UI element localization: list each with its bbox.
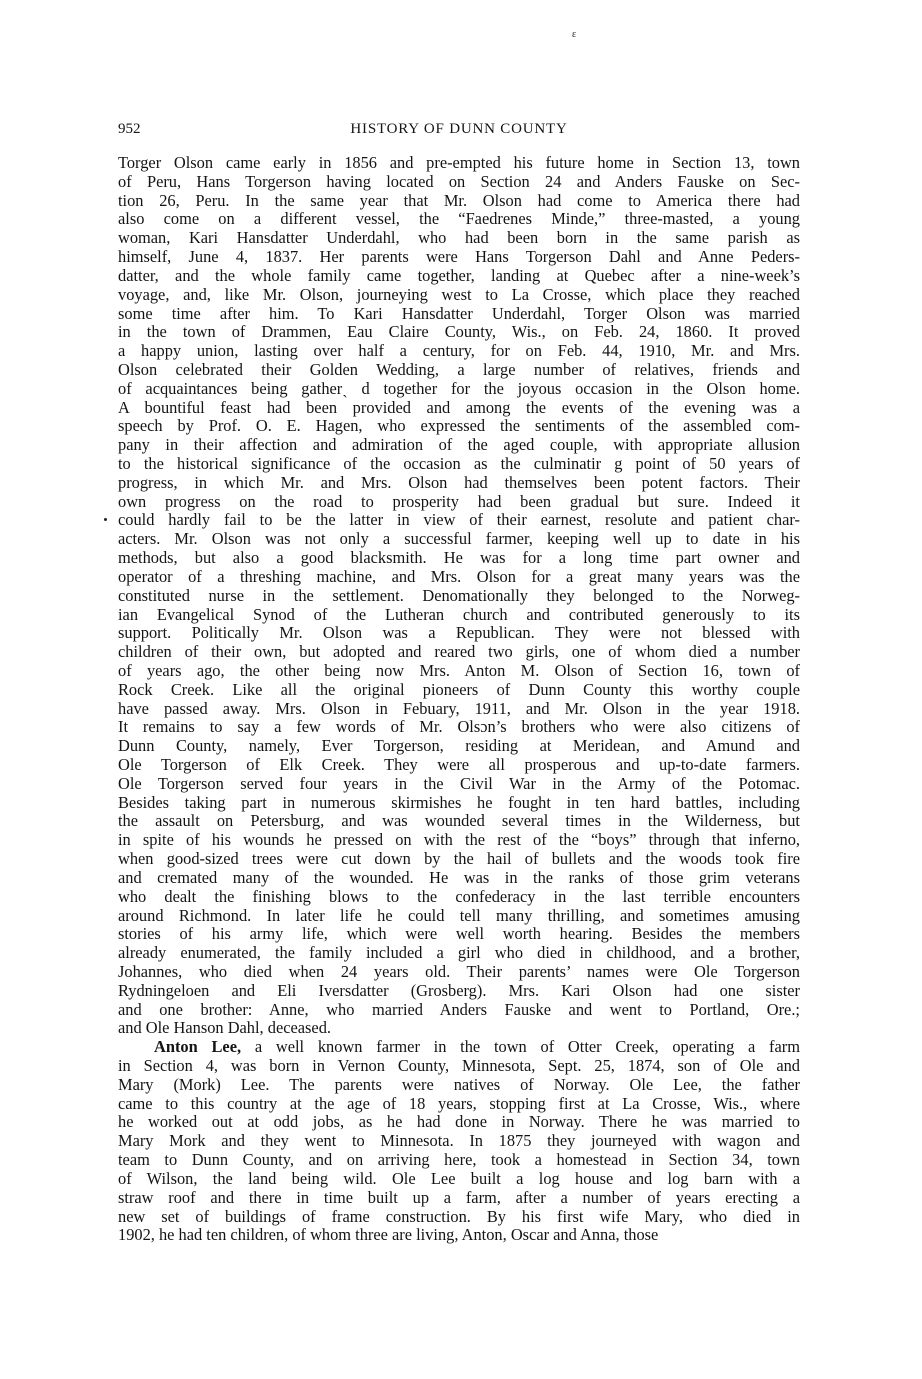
text-line: woman, Kari Hansdatter Underdahl, who had been born in the same parish as (118, 229, 800, 248)
running-head: HISTORY OF DUNN COUNTY (350, 121, 568, 137)
text-line: have passed away. Mrs. Olson in Febuary, 1911, and Mr. Olson in the year 1918. (118, 699, 800, 718)
text-line: around Richmond. In later life he could tell many thrilling, and sometimes amusing (118, 906, 800, 925)
text-line: to the historical significance of the occasion as the culminatir g point of 50 years of (118, 455, 800, 473)
text-line: a happy union, lasting over half a century, for on Feb. 44, 1910, Mr. and Mrs. (118, 342, 800, 361)
page-number: 952 (118, 121, 141, 137)
text-line: Dunn County, namely, Ever Torgerson, residing at Meridean, and Amund and (118, 737, 800, 756)
paragraph (118, 1038, 800, 1245)
text-line: and one brother: Anne, who married Anders Fauske and went to Portland, Ore.; (118, 1000, 800, 1019)
text-line: Mary (Mork) Lee. The parents were natives of Norway. Ole Lee, the father (118, 1075, 800, 1094)
text-line: and cremated many of the wounded. He was in the ranks of those grim veterans (118, 868, 800, 887)
page-top-mark: ɛ (572, 29, 577, 40)
text-line: A bountiful feast had been provided and among the events of the evening was a (118, 398, 800, 417)
text-line: in the town of Drammen, Eau Claire County, Wis., on Feb. 24, 1860. It proved (118, 323, 800, 342)
text-line: tion 26, Peru. In the same year that Mr. Olson had come to America there had (118, 191, 800, 210)
text-line: progress, in which Mr. and Mrs. Olson had themselves been potent factors. Their (118, 473, 800, 492)
text-line: of Peru, Hans Torgerson having located on Section 24 and Anders Fauske on Sec- (118, 172, 800, 191)
text-line: pany in their affection and admiration of the aged couple, with appropriate allusion (118, 436, 800, 455)
text-line: Ole Torgerson of Elk Creek. They were all prosperous and up-to-date farmers. (118, 756, 800, 774)
text-line: came to this country at the age of 18 years, stopping first at La Crosse, Wis., where (118, 1094, 800, 1113)
text-line: constituted nurse in the settlement. Denomationally they belonged to the Norweg- (118, 586, 800, 605)
paragraph (118, 154, 800, 1038)
text-line: Torger Olson came early in 1856 and pre-empted his future home in Section 13, town (118, 154, 800, 172)
text-line: stories of his army life, which were well worth hearing. Besides the members (118, 925, 800, 944)
text-line: acters. Mr. Olson was not only a successful farmer, keeping well up to date in his (118, 530, 800, 549)
text-line: also come on a different vessel, the “Faedrenes Minde,” three-masted, a young (118, 210, 800, 229)
text-line (118, 1038, 800, 1057)
text-line: of acquaintances being gatherˎ d together for the joyous occasion in the Olson home. (118, 379, 800, 398)
text-line: It remains to say a few words of Mr. Olsɔn’s brothers who were also citizens of (118, 718, 800, 737)
text-line: Mary Mork and they went to Minnesota. In 1875 they journeyed with wagon and (118, 1132, 800, 1151)
margin-dot (104, 518, 107, 521)
text-line: Rydningeloen and Eli Iversdatter (Grosberg). Mrs. Kari Olson had one sister (118, 981, 800, 1000)
text-line: some time after him. To Kari Hansdatter Underdahl, Torger Olson was married (118, 304, 800, 323)
text-line: speech by Prof. O. E. Hagen, who expressed the sentiments of the assembled com- (118, 417, 800, 436)
text-line: ian Evangelical Synod of the Lutheran church and contributed generously to its (118, 605, 800, 624)
text-line: the assault on Petersburg, and was wounded several times in the Wilderness, but (118, 812, 800, 831)
text-line: Olson celebrated their Golden Wedding, a large number of relatives, friends and (118, 360, 800, 379)
line-text: a well known farmer in the town of Otter Creek, operating a farm (241, 1038, 800, 1057)
text-line: support. Politically Mr. Olson was a Republican. They were not blessed with (118, 624, 800, 643)
text-line: when good-sized trees were cut down by the hail of bullets and the woods took fire (118, 850, 800, 869)
text-line: new set of buildings of frame construction. By his first wife Mary, who died in (118, 1207, 800, 1226)
text-line: voyage, and, like Mr. Olson, journeying west to La Crosse, which place they reached (118, 285, 800, 304)
text-line: Johannes, who died when 24 years old. Their parents’ names were Ole Torgerson (118, 962, 800, 981)
text-line: operator of a threshing machine, and Mrs. Olson for a great many years was the (118, 567, 800, 586)
entry-name: Anton Lee, (154, 1038, 242, 1057)
body-text (118, 154, 800, 1245)
text-line: he worked out at odd jobs, as he had done in Norway. There he was married to (118, 1113, 800, 1132)
text-line: already enumerated, the family included a girl who died in childhood, and a brother, (118, 944, 800, 963)
text-line: and Ole Hanson Dahl, deceased. (118, 1019, 331, 1038)
text-line: could hardly fail to be the latter in view of their earnest, resolute and patient char- (118, 511, 800, 530)
text-line: Rock Creek. Like all the original pioneers of Dunn County this worthy couple (118, 680, 800, 699)
text-line: of years ago, the other being now Mrs. Anton M. Olson of Section 16, town of (118, 661, 800, 680)
text-line: in Section 4, was born in Vernon County, Minnesota, Sept. 25, 1874, son of Ole and (118, 1057, 800, 1075)
text-line: team to Dunn County, and on arriving here, took a homestead in Section 34, town (118, 1151, 800, 1170)
text-line: in spite of his wounds he pressed on with the rest of the “boys” through that inferno, (118, 831, 800, 850)
text-line: who dealt the finishing blows to the confederacy in the last terrible encounters (118, 887, 800, 906)
text-line: children of their own, but adopted and reared two girls, one of whom died a number (118, 643, 800, 662)
text-line: datter, and the whole family came together, landing at Quebec after a nine-week’s (118, 266, 800, 285)
text-line: Besides taking part in numerous skirmishes he fought in ten hard battles, including (118, 793, 800, 812)
text-line: himself, June 4, 1837. Her parents were Hans Torgerson Dahl and Anne Peders- (118, 248, 800, 267)
text-line: Ole Torgerson served four years in the Civil War in the Army of the Potomac. (118, 774, 800, 793)
page-header (118, 118, 800, 140)
text-line: methods, but also a good blacksmith. He was for a long time part owner and (118, 549, 800, 568)
text-line: straw roof and there in time built up a farm, after a number of years erecting a (118, 1188, 800, 1207)
text-line: of Wilson, the land being wild. Ole Lee built a log house and log barn with a (118, 1169, 800, 1188)
text-line: 1902, he had ten children, of whom three are living, Anton, Oscar and Anna, those (118, 1226, 659, 1245)
text-line: own progress on the road to prosperity had been gradual but sure. Indeed it (118, 492, 800, 511)
